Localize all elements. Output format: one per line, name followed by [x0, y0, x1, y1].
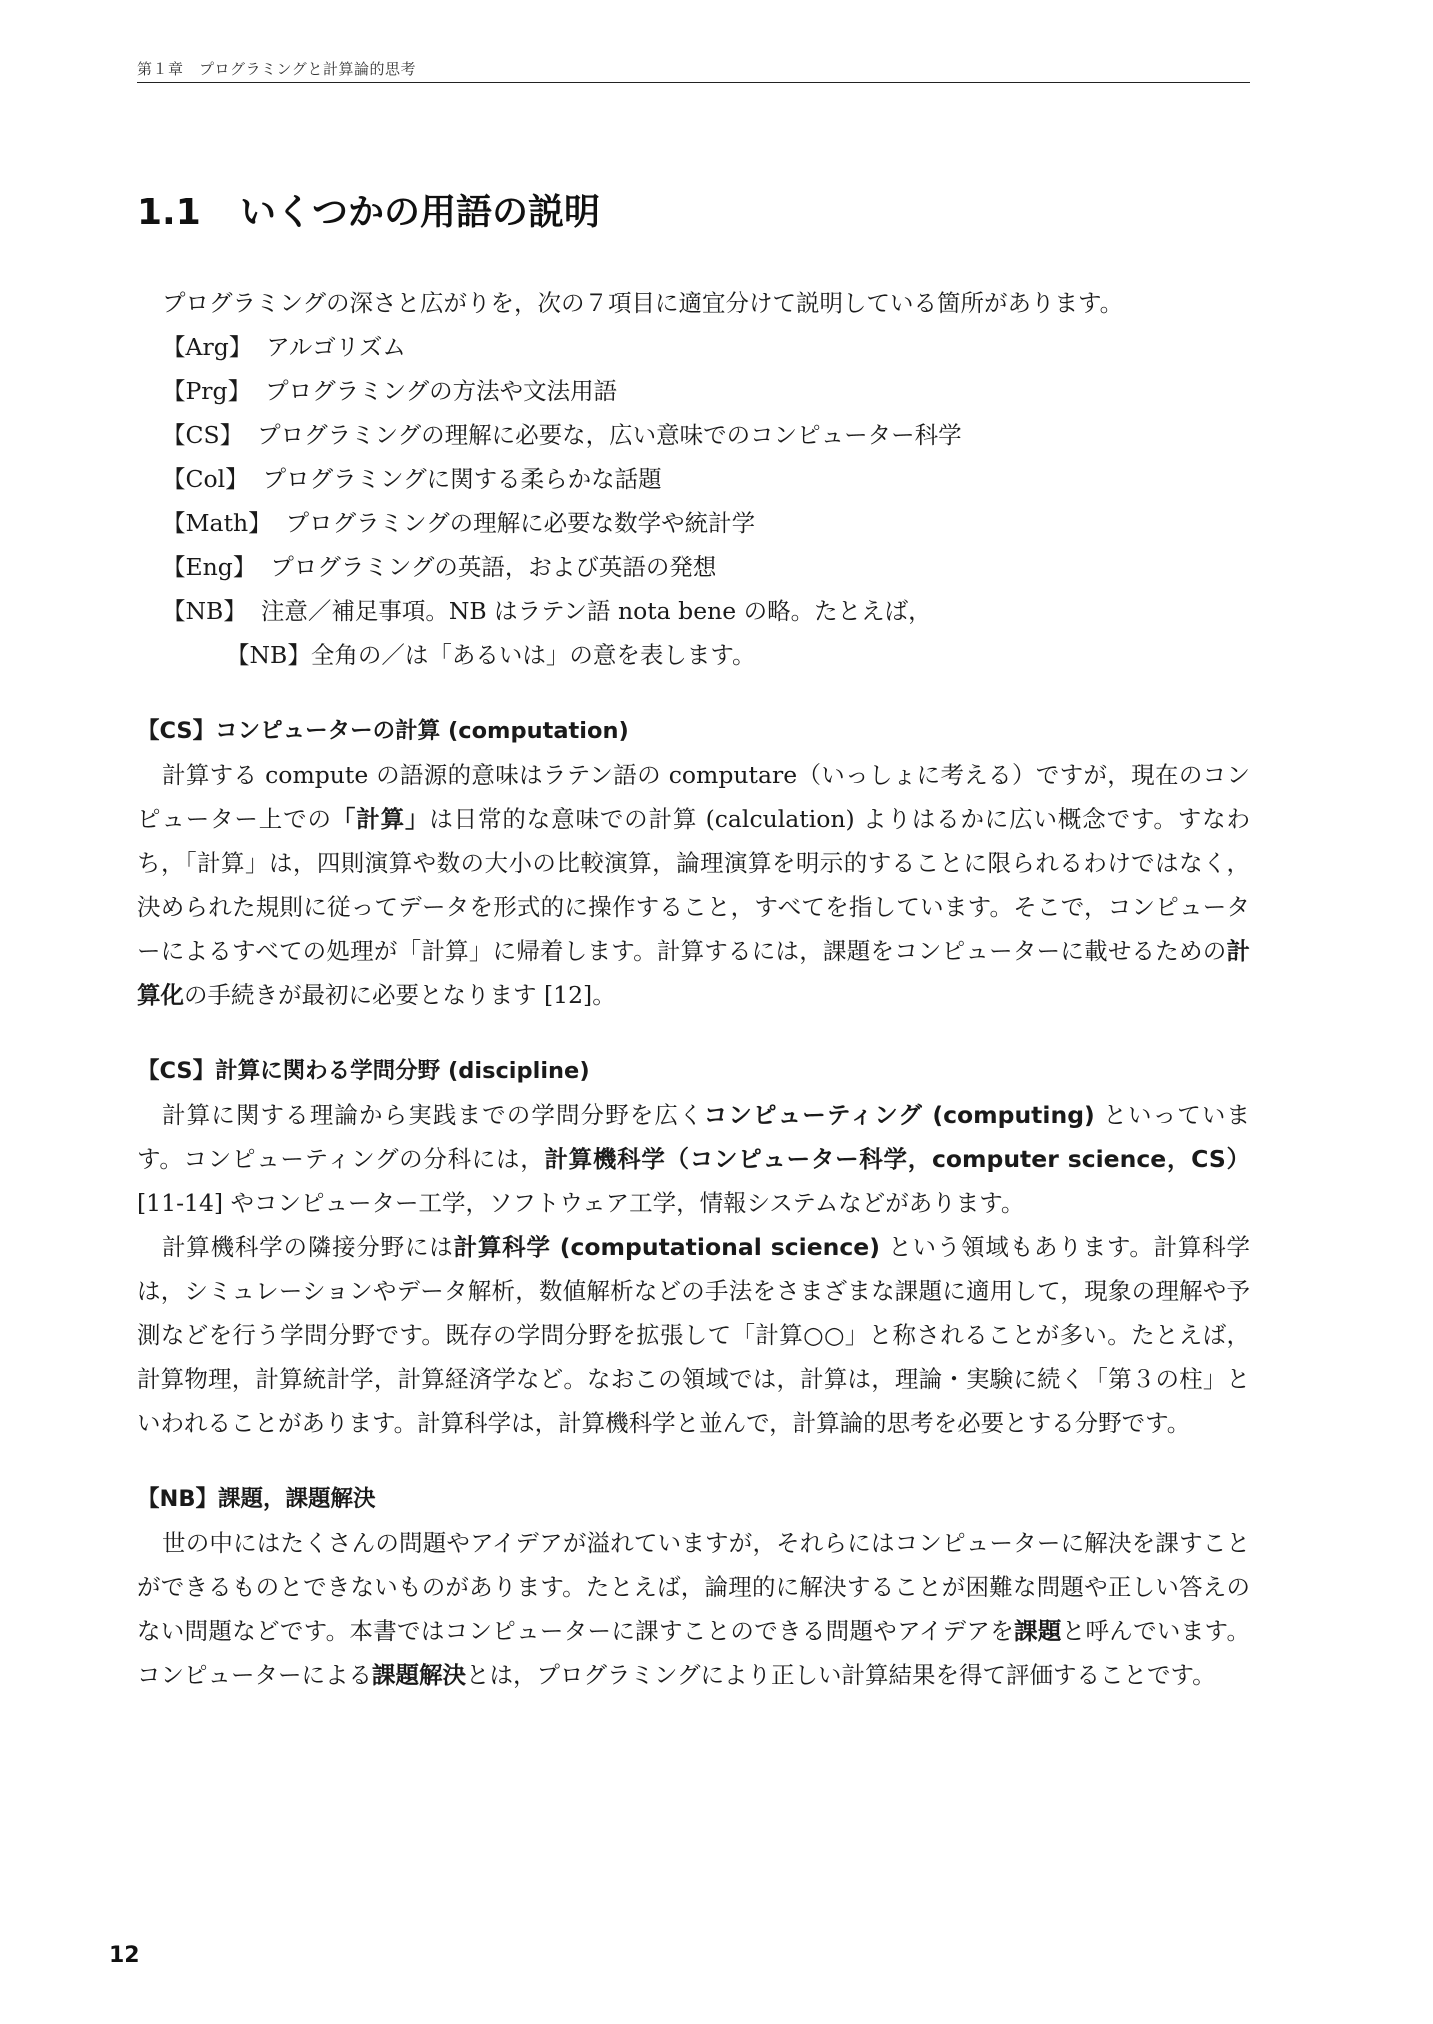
text-run: と呼んでいます。コンピューターによる [137, 1617, 1250, 1689]
text-run: 計算機科学の隣接分野には [162, 1233, 454, 1261]
text-run: [11-14] やコンピューター工学，ソフトウェア工学，情報システムなどがあります。 [137, 1189, 1025, 1217]
tag-item-arg [162, 325, 1250, 369]
discipline-paragraph-1 [137, 1093, 1250, 1225]
computation-paragraph [137, 753, 1250, 1017]
intro-paragraph: プログラミングの深さと広がりを，次の７項目に適宜分けて説明している箇所があります。 [162, 289, 1124, 317]
tag-item-cs [162, 413, 1250, 457]
bold-term: 計算科学 (computational science) [453, 1233, 880, 1261]
text-run: といっています。コンピューティングの分科には， [137, 1101, 1250, 1173]
tag-label: 【Arg】 [162, 333, 253, 361]
tag-item-col [162, 457, 1250, 501]
tag-item-math [162, 501, 1250, 545]
discipline-paragraph-2 [137, 1225, 1250, 1445]
tag-label: 【Prg】 [162, 377, 252, 405]
text-run: は日常的な意味での計算 (calculation) よりはるかに広い概念です。すなわち，「計算」は，四則演算や数の大小の比較演算，論理演算を明示的することに限られるわけではなく，決められた規則に従ってデータを形式的に操作すること，すべてを指しています。そこで，コンピューターによるすべての処理が「計算」に帰着します。計算するには，課題をコンピューターに載せるための [137, 805, 1251, 965]
tag-label: 【Math】 [162, 509, 272, 537]
section-title-text: いくつかの用語の説明 [240, 192, 601, 233]
tag-description: プログラミングに関する柔らかな話題 [262, 465, 662, 493]
tag-label: 【Col】 [162, 465, 249, 493]
tag-item-eng [162, 545, 1250, 589]
tag-description: アルゴリズム [266, 333, 406, 361]
nb-example: 【NB】全角の／は「あるいは」の意を表します。 [226, 641, 756, 669]
tag-description: プログラミングの方法や文法用語 [265, 377, 618, 405]
tag-label: 【CS】 [162, 421, 244, 449]
subsection-heading-computation: 【CS】コンピューターの計算 (computation) [137, 718, 629, 744]
text-run: 世の中にはたくさんの問題やアイデアが溢れていますが，それらにはコンピューターに解決を課すことができるものとできないものがあります。たとえば，論理的に解決することが困難な問題や正しい答えのない問題などです。本書ではコンピューターに課すことのできる問題やアイデアを [137, 1529, 1250, 1645]
running-head: 第１章 プログラミングと計算論的思考 [137, 60, 417, 78]
bold-term: 計算機科学（コンピューター科学，computer science，CS） [544, 1145, 1250, 1173]
tag-description: プログラミングの理解に必要な，広い意味でのコンピューター科学 [257, 421, 962, 449]
subsection-heading-problems: 【NB】課題，課題解決 [137, 1486, 376, 1512]
tag-description: プログラミングの理解に必要な数学や統計学 [285, 509, 756, 537]
bold-term: コンピューティング (computing) [703, 1101, 1095, 1129]
tag-label: 【NB】 [162, 597, 247, 625]
text-run: 計算する compute の語源的意味はラテン語の computare（いっしょに考える）ですが，現在のコンピューター上での [137, 761, 1250, 833]
text-run: という領域もあります。計算科学は，シミュレーションやデータ解析，数値解析などの手法をさまざまな課題に適用して，現象の理解や予測などを行う学問分野です。既存の学問分野を拡張して「計算○○」と称されることが多い。たとえば，計算物理，計算統計学，計算経済学など。なおこの領域では，計算は，理論・実験に続く「第３の柱」といわれることがあります。計算科学は，計算機科学と並んで，計算論的思考を必要とする分野です。 [137, 1233, 1251, 1437]
bold-term: 「計算」 [331, 805, 430, 833]
text-run: 計算に関する理論から実践までの学問分野を広く [162, 1101, 704, 1129]
header-rule [137, 82, 1250, 83]
page-number: 12 [109, 1943, 140, 1968]
tag-list [162, 325, 1250, 677]
bold-term: 計算化 [137, 937, 1250, 1009]
tag-item-prg [162, 369, 1250, 413]
tag-description: 注意／補足事項。NB はラテン語 nota bene の略。たとえば， [260, 597, 932, 625]
tag-label: 【Eng】 [162, 553, 257, 581]
section-number: 1.1 [137, 192, 201, 233]
bold-term: 課題解決 [372, 1661, 466, 1689]
text-run: とは，プログラミングにより正しい計算結果を得て評価することです。 [466, 1661, 1216, 1689]
problems-paragraph [137, 1521, 1250, 1697]
subsection-heading-discipline: 【CS】計算に関わる学問分野 (discipline) [137, 1058, 590, 1084]
body-content [137, 281, 1250, 1697]
section-title [137, 184, 600, 235]
bold-term: 課題 [1014, 1617, 1062, 1645]
tag-item-nb [162, 589, 1250, 633]
text-run: の手続きが最初に必要となります [12]。 [184, 981, 616, 1009]
tag-description: プログラミングの英語，および英語の発想 [270, 553, 717, 581]
